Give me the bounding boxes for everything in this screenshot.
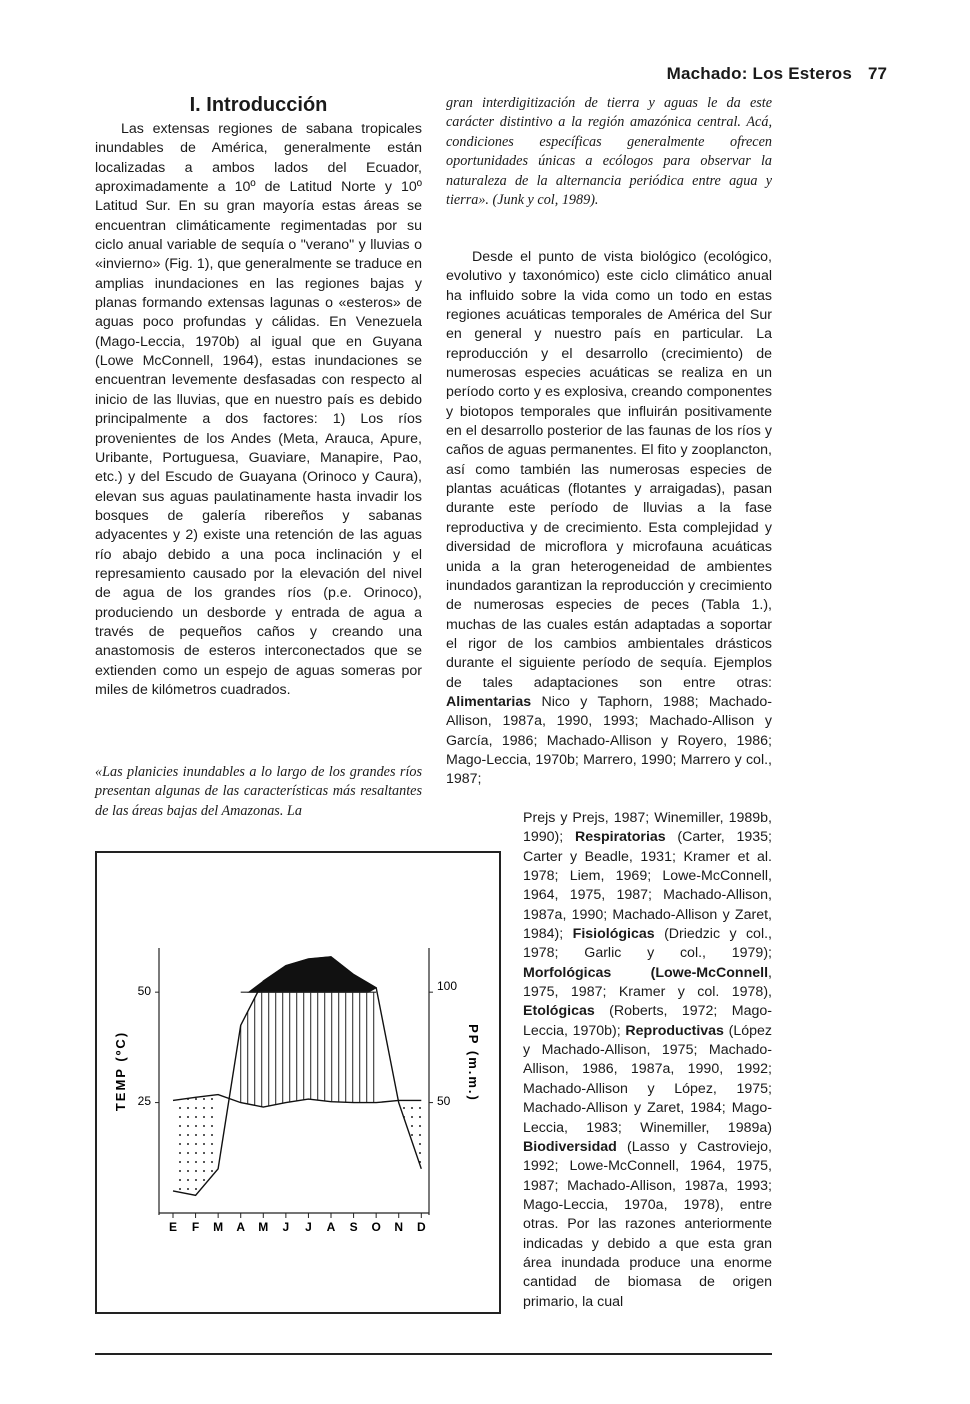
intro-paragraph (95, 120, 422, 700)
citations-alimentarias: Nico y Taphorn, 1988; Machado-Allison, 1987a, 1990, 1993; Machado-Allison y García, 1986; Machado-Allison y Royero, 1986; Mago-Leccia, 1970b; Marrero, 1990; Marrero y col., 1987; (446, 693, 772, 788)
keyword-alimentarias: Alimentarias (446, 693, 532, 710)
x-tick-label: D (416, 1220, 426, 1234)
x-tick-label: F (191, 1220, 200, 1234)
keyword-etologicas: Etológicas (523, 1003, 595, 1020)
x-tick-label: M (213, 1220, 224, 1234)
page-number: 77 (868, 64, 887, 83)
citations-fisiologicas: (Driedzic y col., 1978; Garlic y col., 1979); (523, 926, 772, 962)
citations-etologicas: (Roberts, 1972; Mago-Leccia, 1970b); (523, 1003, 772, 1039)
y-tick-right-100: 100 (437, 979, 458, 993)
y-tick-left-50: 50 (137, 984, 151, 998)
section-title: I. Introducción (189, 94, 328, 116)
intro-paragraph-text: Las extensas regiones de sabana tropicales inundables de América, generalmente están localizadas a ambos lados del Ecuador, aproximadamente a 10º de Latitud Norte y 10º Latitud Sur. En su gran mayoría estas áreas se encuentran climáticamente regimentadas por su ciclo anual variable de sequía o "verano" y lluvias o «invierno» (Fig. 1), que generalmente se traduce en amplias inundaciones en las regiones bajas y planas formando extensas lagunas o «esteros» de aguas poco profundas y cálidas. En Venezuela (Mago-Leccia, 1970b) al igual que en Guyana (Lowe McConnell, 1964), estas inundaciones se encuentran levemente desfasadas con respecto al inicio de las lluvias, que en nuestro país es debido principalmente a dos factores: 1) Los ríos provenientes de los Andes (Meta, Arauca, Apure, Uribante, Portuguesa, Guaviare, Manapire, Pao, etc.) y del Escudo de Guayana (Orinoco y Caura), elevan sus aguas paulatinamente hasta invadir los bosques de galería ribereños y sabanas adyacentes y 2) existe una retención de las aguas río abajo debido a una poca inclinación y el represamiento causado por la elevación del nivel de agua de los grandes ríos (p.e. Orinoco), produciendo un desborde y entrada de agua a través de pequeños caños y creando una anastomosis de esteros interconectados que se extienden como un espejo de aguas someras por miles de kilómetros cuadrados. (95, 121, 422, 698)
adaptations-list (523, 809, 772, 1312)
citations-biodiversidad: (Lasso y Castroviejo, 1992; Lowe-McConnell, 1964, 1975, 1987; Machado-Allison, 1987a, 1993; Mago-Leccia, 1970a, 1978), entre otras. Por las razones anteriormente indicadas y debido a que esta gran área inundada produce una enorme cantidad de biomasa de origen primario, la cual (523, 1138, 772, 1310)
keyword-biodiversidad: Biodiversidad (523, 1138, 617, 1155)
citations-reproductivas: (López y Machado-Allison, 1975; Machado-Allison, 1986, 1987a, 1990, 1992; Machado-Allison y López, 1975; Machado-Allison y Zaret, 1984; Mago-Leccia, 1983; Winemiller, 1989a) (523, 1022, 772, 1136)
excess-rain-area (249, 957, 377, 992)
x-tick-label: J (305, 1220, 312, 1234)
quote-part-2: gran interdigitización de tierra y aguas le da este carácter distintivo a la región amazónica central. Acá, condiciones específicas generalmente ofrecen oportunidades únicas a ecólogos para observar la naturaleza de la alternancia periódica entre agua y tierra». (Junk y col, 1989). (446, 95, 772, 209)
climate-diagram (97, 853, 499, 1312)
y-tick-left-25: 25 (137, 1094, 151, 1108)
x-tick-label: J (282, 1220, 290, 1234)
citations-alimentarias-cont: Prejs y Prejs, 1987; Winemiller, 1989b, 1990); (523, 810, 772, 846)
running-title: Machado: Los Esteros (666, 64, 852, 83)
y-axis-label-right: PP (m.m.) (466, 1024, 481, 1102)
biology-paragraph (446, 248, 772, 790)
keyword-fisiologicas: Fisiológicas (572, 926, 655, 943)
x-tick-label: S (349, 1220, 358, 1234)
x-tick-label: A (326, 1220, 336, 1234)
y-tick-right-50: 50 (437, 1094, 451, 1108)
x-tick-label: O (371, 1220, 381, 1234)
keyword-respiratorias: Respiratorias (574, 829, 666, 846)
x-tick-label: M (258, 1220, 269, 1234)
keyword-morfologicas: Morfológicas (Lowe-McConnell (523, 964, 769, 981)
keyword-reproductivas: Reproductivas (625, 1022, 724, 1039)
biology-text: Desde el punto de vista biológico (ecológico, evolutivo y taxonómico) este ciclo climático anual ha influido sobre la vida como un todo en estas regiones acuáticas temporales de América del Sur en general y nuestro país en particular. La reproducción y el desarrollo (crecimiento) de numerosas especies acuáticas se realiza en un período corto y es explosiva, creando componentes y biotopos temporales que influirán positivamente en el desarrollo posterior de las faunas de los ríos y caños de aguas permanentes. El fito y zooplancton, así como también las numerosas especies de plantas acuáticas (flotantes y arraigadas), pasan durante este período de lluvias a la fase reproductiva y de crecimiento. Esta complejidad y diversidad de microflora y microfauna acuáticas unida a la gran heterogeneidad de ambientes inundados garantizan la reproducción y crecimiento de numerosas especies de peces (Tabla 1.), muchas de las cuales están adaptadas a soportar el rigor de los cambios ambientales drásticos durante el siguiente período de sequía. Ejemplos de tales adaptaciones son entre otras: (446, 249, 772, 691)
x-tick-label: A (236, 1220, 246, 1234)
footer-rule (95, 1353, 772, 1355)
citations-morfologicas: , 1975, 1987; Kramer y col. 1978), (523, 964, 772, 1001)
x-tick-label: E (168, 1220, 178, 1234)
climate-figure (95, 851, 501, 1314)
x-tick-label: N (394, 1220, 404, 1234)
quote-part-1: «Las planicies inundables a lo largo de los grandes ríos presentan algunas de las características más resaltantes de las áreas bajas del Amazonas. La (95, 764, 422, 819)
y-axis-label-left: TEMP (ºC) (113, 1030, 128, 1112)
biology-paragraph-text (446, 248, 772, 790)
adaptations-text (523, 809, 772, 1312)
dry-season-area-start (173, 1095, 218, 1196)
citations-respiratorias: (Carter, 1935; Carter y Beadle, 1931; Kramer et al. 1978; Liem, 1969; Lowe-McConnell, 1964, 1975, 1987; Machado-Allison, 1987a, 1990; Machado-Allison y Zaret, 1984); (523, 829, 772, 943)
